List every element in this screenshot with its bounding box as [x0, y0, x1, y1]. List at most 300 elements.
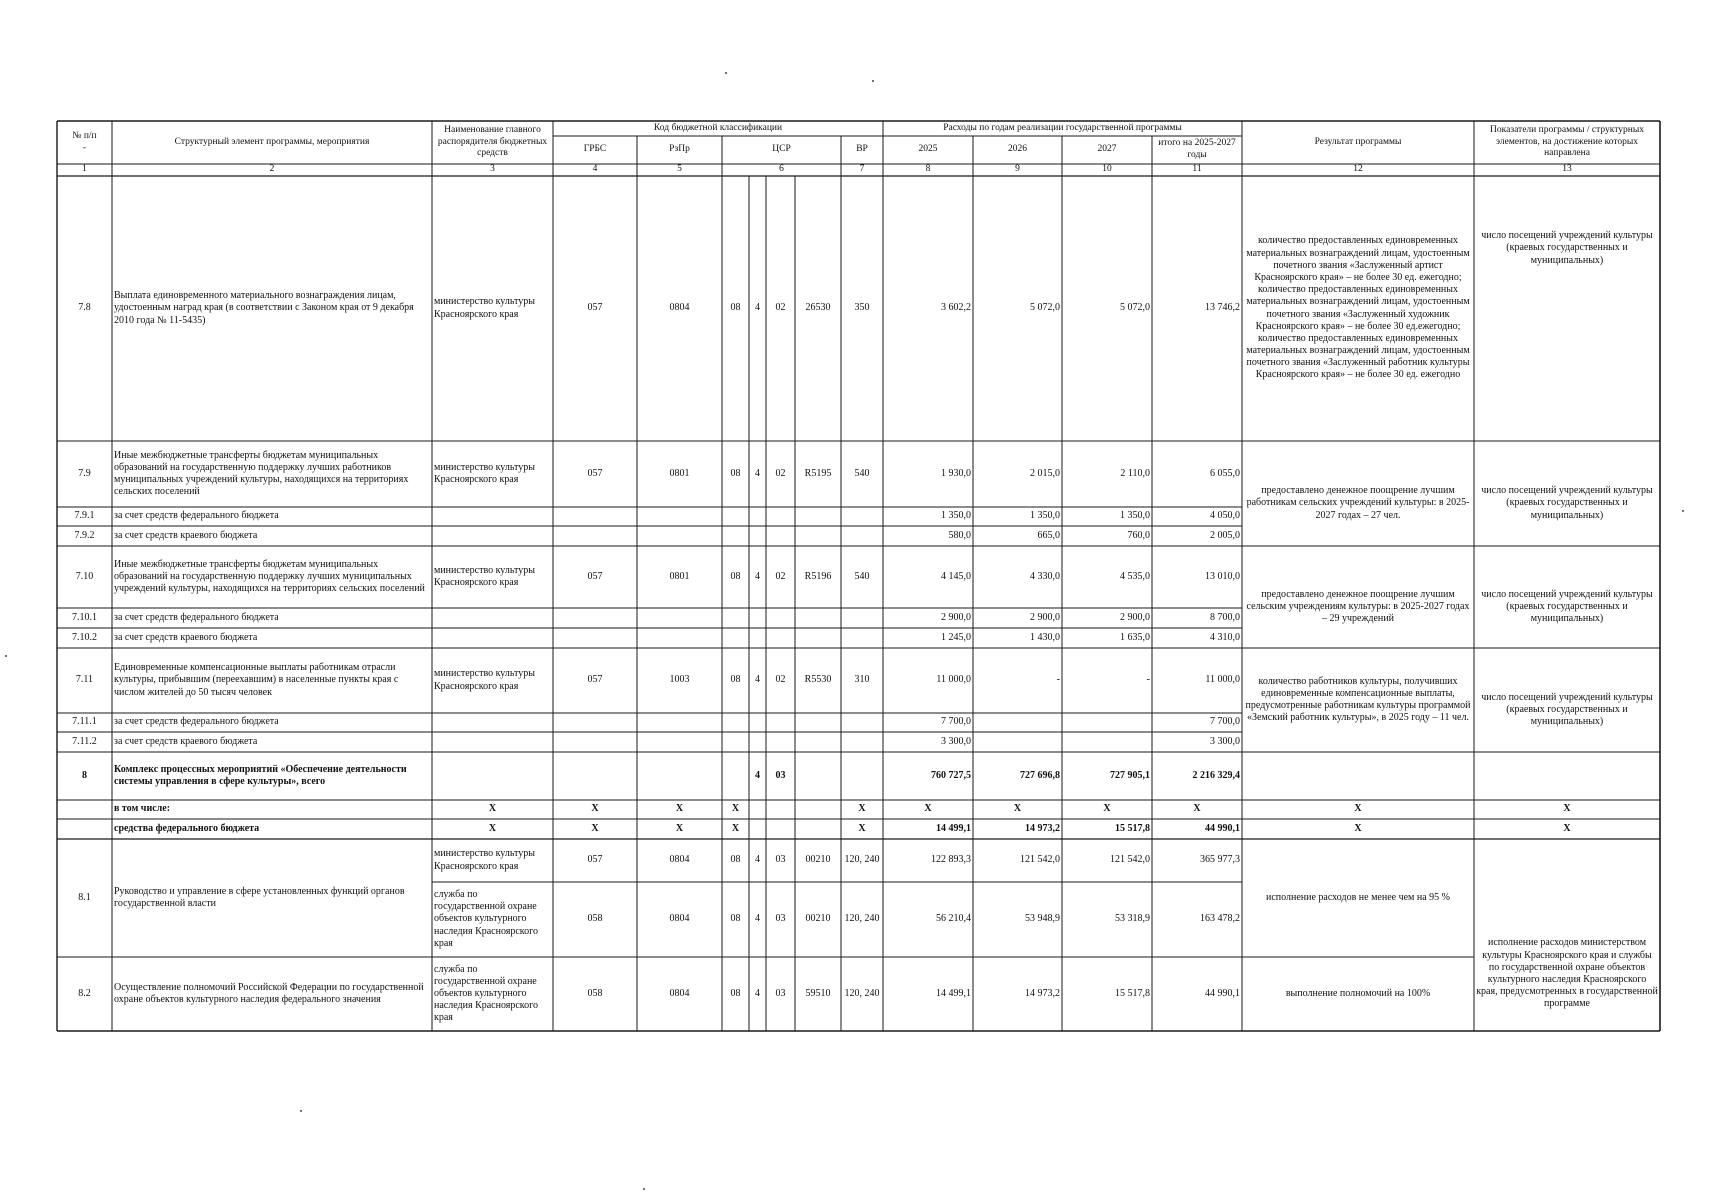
x-mark — [883, 800, 973, 819]
amount-y2026-text: 14 973,2 — [1025, 822, 1060, 834]
code-csr4-text: 26530 — [805, 302, 831, 314]
code-csr2-text: 4 — [755, 987, 760, 999]
x-mark-text: X — [488, 803, 497, 815]
row-number-text: 7.10.1 — [72, 611, 97, 623]
code-rzpr — [637, 441, 722, 507]
column-number — [841, 164, 883, 176]
x-mark-text: X — [1563, 822, 1571, 834]
amount-y2027 — [1062, 628, 1152, 648]
code-rzpr — [637, 839, 722, 882]
amount-total — [1152, 713, 1242, 732]
header-code-group-text: Код бюджетной классификации — [653, 122, 783, 133]
row-ministry — [432, 441, 553, 507]
row-title-text: Иные межбюджетные трансферты бюджетам муниципальных образований на государственную поддержку лучших муниципальных учреждений культуры, находящихся на территориях сельских поселений — [114, 558, 425, 595]
amount-y2027 — [1062, 526, 1152, 546]
amount-y2025-text: 56 210,4 — [936, 913, 971, 925]
amount-y2026-text: 121 542,0 — [1020, 854, 1060, 866]
amount-y2026 — [973, 441, 1062, 507]
row-number — [57, 839, 112, 957]
amount-total-text: 7 700,0 — [1210, 716, 1240, 728]
code-csr2-text: 4 — [755, 302, 760, 314]
result-text — [1242, 176, 1474, 441]
amount-y2025 — [883, 882, 973, 957]
amount-y2027-text: 1 635,0 — [1120, 631, 1150, 643]
row-number-text: 7.9 — [78, 467, 91, 479]
amount-y2026 — [973, 819, 1062, 839]
row-ministry-text: служба по государственной охране объектов культурного наследия Красноярского края — [434, 889, 539, 949]
amount-total-text: 44 990,1 — [1205, 987, 1240, 999]
code-grbs — [553, 839, 637, 882]
amount-total — [1152, 628, 1242, 648]
code-rzpr — [637, 882, 722, 957]
scan-speck — [300, 1110, 302, 1112]
x-mark — [841, 819, 883, 839]
amount-y2027-text: 15 517,8 — [1115, 822, 1150, 834]
amount-total — [1152, 176, 1242, 441]
code-grbs-text: 058 — [587, 987, 603, 999]
code-grbs — [553, 648, 637, 713]
row-number-text: 8 — [82, 769, 87, 781]
code-csr3 — [766, 957, 795, 1031]
code-csr2-text: 4 — [755, 674, 760, 686]
code-csr4-text: R5530 — [804, 674, 832, 686]
column-number-text: 1 — [82, 164, 87, 175]
amount-total — [1152, 732, 1242, 752]
indicator-text — [1474, 566, 1660, 648]
column-number-text: 6 — [779, 164, 784, 175]
x-mark-text: X — [858, 822, 866, 834]
amount-y2025-text: 7 700,0 — [941, 716, 971, 728]
amount-y2027-text: 760,0 — [1127, 529, 1150, 541]
amount-y2025-text: 760 727,5 — [931, 769, 971, 781]
code-csr3-text: 02 — [775, 467, 786, 479]
header-total-text: итого на 2025-2027 годы — [1158, 138, 1236, 160]
amount-total-text: 163 478,2 — [1200, 913, 1240, 925]
amount-y2025-text: 11 000,0 — [936, 674, 971, 686]
code-csr4 — [795, 441, 841, 507]
row-title — [112, 441, 432, 507]
indicator-text — [1474, 461, 1660, 546]
row-title-text: за счет средств краевого бюджета — [114, 735, 258, 747]
row-title-text: средства федерального бюджета — [114, 822, 260, 834]
result-text-text: исполнение расходов не менее чем на 95 % — [1265, 891, 1451, 903]
row-title-text: Иные межбюджетные трансферты бюджетам муниципальных образований на государственную поддержку лучших работников муниципальных учреждений культуры, находящихся на территориях сельских поселений — [114, 449, 409, 498]
amount-y2027 — [1062, 752, 1152, 800]
column-number-text: 8 — [925, 164, 931, 175]
code-rzpr-text: 0804 — [669, 987, 690, 999]
amount-y2027-text: - — [1146, 674, 1150, 686]
code-csr2-text: 4 — [755, 570, 760, 582]
code-csr4-text: 59510 — [805, 987, 831, 999]
code-csr4-text: 00210 — [805, 854, 831, 866]
x-mark — [637, 800, 722, 819]
row-title — [112, 526, 432, 546]
amount-y2025-text: 3 602,2 — [941, 302, 971, 314]
amount-y2026-text: 2 900,0 — [1030, 611, 1060, 623]
x-mark — [432, 800, 553, 819]
row-title — [112, 546, 432, 608]
amount-y2026-text: 5 072,0 — [1030, 302, 1060, 314]
amount-y2025-text: 580,0 — [948, 529, 971, 541]
amount-y2025 — [883, 839, 973, 882]
code-csr2-text: 4 — [755, 913, 760, 925]
row-title-text: Комплекс процессных мероприятий «Обеспечение деятельности системы управления в сфере культуры», всего — [114, 763, 407, 787]
row-number — [57, 176, 112, 441]
header-code-group — [553, 121, 883, 136]
code-csr3 — [766, 839, 795, 882]
amount-y2026 — [973, 526, 1062, 546]
column-number-text: 3 — [490, 164, 495, 175]
code-csr3 — [766, 176, 795, 441]
column-number-text: 4 — [592, 164, 598, 175]
code-csr3-text: 02 — [775, 302, 786, 314]
amount-y2026-text: 53 948,9 — [1025, 913, 1060, 925]
amount-total-text: 44 990,1 — [1205, 822, 1240, 834]
header-element — [112, 121, 432, 164]
x-mark-text: X — [924, 803, 932, 815]
amount-y2026-text: 727 696,8 — [1020, 769, 1060, 781]
scan-speck — [872, 80, 874, 82]
amount-y2027 — [1062, 819, 1152, 839]
header-num-text: № п/п - — [72, 130, 97, 153]
row-title-text: за счет средств федерального бюджета — [114, 716, 279, 728]
column-number — [1062, 164, 1152, 176]
row-number-text: 7.11.1 — [72, 716, 97, 728]
code-grbs-text: 057 — [587, 467, 603, 479]
result-text — [1242, 648, 1474, 752]
row-number — [57, 628, 112, 648]
amount-y2027-text: 4 535,0 — [1120, 570, 1150, 582]
amount-y2025 — [883, 819, 973, 839]
amount-y2026-text: 665,0 — [1037, 529, 1060, 541]
header-csr — [722, 136, 841, 164]
amount-y2027 — [1062, 507, 1152, 526]
scan-speck — [5, 655, 7, 657]
amount-y2025-text: 1 930,0 — [941, 467, 971, 479]
row-title — [112, 176, 432, 441]
amount-total-text: 4 310,0 — [1210, 631, 1240, 643]
x-mark — [841, 800, 883, 819]
code-vr-text: 540 — [854, 570, 870, 582]
code-grbs — [553, 957, 637, 1031]
code-csr1 — [722, 957, 749, 1031]
row-number — [57, 507, 112, 526]
header-2027-text: 2027 — [1097, 144, 1117, 155]
column-number — [1474, 164, 1660, 176]
amount-y2027 — [1062, 648, 1152, 713]
x-mark-text: X — [1193, 803, 1201, 815]
row-title — [112, 628, 432, 648]
code-csr3 — [766, 882, 795, 957]
code-csr4 — [795, 648, 841, 713]
x-mark — [973, 800, 1062, 819]
amount-y2026 — [973, 648, 1062, 713]
code-csr2-text: 4 — [755, 769, 760, 781]
amount-y2027 — [1062, 176, 1152, 441]
code-grbs — [553, 176, 637, 441]
amount-y2027-text: 2 900,0 — [1120, 611, 1150, 623]
amount-total — [1152, 507, 1242, 526]
x-mark-text: X — [731, 822, 740, 834]
code-rzpr-text: 1003 — [669, 674, 690, 686]
header-indicators-text: Показатели программы / структурных элементов, на достижение которых направлена — [1490, 125, 1644, 159]
amount-y2025 — [883, 441, 973, 507]
row-title-text: Выплата единовременного материального вознаграждения лицам, удостоенным наград края (в соответствии с Законом края от 9 декабря 2010 года № 11-5435) — [114, 290, 414, 326]
result-text — [1242, 566, 1474, 648]
amount-y2025-text: 1 350,0 — [941, 510, 971, 522]
header-2027 — [1062, 136, 1152, 164]
amount-y2026-text: 2 015,0 — [1030, 467, 1060, 479]
amount-y2025 — [883, 713, 973, 732]
amount-y2027-text: 5 072,0 — [1120, 302, 1150, 314]
header-indicators — [1474, 121, 1660, 164]
result-text — [1242, 839, 1474, 957]
row-number-text: 7.9.1 — [74, 510, 95, 522]
code-csr3 — [766, 441, 795, 507]
amount-y2026 — [973, 628, 1062, 648]
amount-y2025 — [883, 526, 973, 546]
column-number — [883, 164, 973, 176]
amount-y2025 — [883, 648, 973, 713]
row-title — [112, 839, 432, 957]
column-number-text: 5 — [677, 164, 682, 175]
amount-y2026 — [973, 546, 1062, 608]
amount-total-text: 2 005,0 — [1210, 529, 1240, 541]
amount-y2025-text: 122 893,3 — [931, 854, 971, 866]
header-result-text: Результат программы — [1314, 136, 1402, 147]
code-grbs — [553, 882, 637, 957]
amount-total-text: 2 216 329,4 — [1192, 769, 1240, 781]
header-grbs-text: ГРБС — [583, 144, 607, 155]
amount-y2026-text: 1 350,0 — [1030, 510, 1060, 522]
code-csr3-text: 03 — [775, 854, 786, 866]
header-2026 — [973, 136, 1062, 164]
row-number — [57, 441, 112, 507]
column-number-text: 7 — [859, 164, 865, 175]
header-ministry — [432, 121, 553, 164]
code-vr — [841, 839, 883, 882]
column-number-text: 10 — [1102, 164, 1112, 175]
code-rzpr-text: 0804 — [669, 913, 690, 925]
row-title-text: в том числе: — [114, 803, 171, 815]
code-vr-text: 120, 240 — [844, 987, 880, 999]
result-text-text: предоставлено денежное поощрение лучшим работникам сельских учреждений культуры: в 2025-2027 годах – 27 чел. — [1246, 485, 1470, 521]
row-number-text: 7.10 — [75, 570, 94, 582]
header-num — [57, 121, 112, 164]
result-text — [1242, 957, 1474, 1031]
code-vr — [841, 648, 883, 713]
code-grbs — [553, 441, 637, 507]
column-number-text: 9 — [1015, 164, 1020, 175]
row-number — [57, 713, 112, 732]
x-mark-text: X — [675, 822, 684, 834]
code-csr4 — [795, 882, 841, 957]
x-mark-text: X — [591, 822, 599, 834]
x-mark — [722, 800, 749, 819]
amount-y2026 — [973, 176, 1062, 441]
indicator-text — [1474, 917, 1660, 1031]
result-text-text: количество предоставленных единовременных материальных вознаграждений лицам, удостоенным почетного звания «Заслуженный артист Красноярского края» – не более 30 ед. ежегодно; количество предоставленных единовременных материальных вознаграждений лицам, удостоенным почетного звания «Заслуженный художник Красноярского края» – не более 30 ед.ежегодно; количество предоставленных единовременных материальных вознаграждений лицам, удостоенным почетного звания «Заслуженный работник культуры Красноярского края» – не более 30 ед. ежегодно — [1246, 235, 1470, 381]
amount-y2027 — [1062, 441, 1152, 507]
code-csr3 — [766, 752, 795, 800]
code-csr2 — [749, 839, 766, 882]
amount-y2025 — [883, 628, 973, 648]
x-mark — [1474, 819, 1660, 839]
row-title — [112, 732, 432, 752]
code-csr4-text: R5195 — [804, 467, 832, 479]
code-csr4 — [795, 546, 841, 608]
code-csr3-text: 03 — [775, 913, 786, 925]
x-mark-text: X — [591, 803, 599, 815]
amount-total — [1152, 752, 1242, 800]
row-title — [112, 608, 432, 628]
row-ministry-text: министерство культуры Красноярского края — [434, 564, 535, 588]
code-vr-text: 120, 240 — [844, 854, 880, 866]
amount-y2026-text: 14 973,2 — [1025, 987, 1060, 999]
amount-total — [1152, 526, 1242, 546]
result-text-text: количество работников культуры, получивших единовременные компенсационные выплаты, предусмотренные работникам культуры программой «Земский работник культуры», в 2025 году – 11 чел. — [1245, 675, 1471, 724]
header-element-text: Структурный элемент программы, мероприятия — [174, 136, 370, 147]
code-vr-text: 120, 240 — [844, 913, 880, 925]
code-csr2 — [749, 441, 766, 507]
row-number — [57, 648, 112, 713]
amount-total-text: 365 977,3 — [1200, 854, 1240, 866]
result-text-text: выполнение полномочий на 100% — [1285, 987, 1431, 999]
code-csr1 — [722, 648, 749, 713]
code-rzpr — [637, 546, 722, 608]
amount-y2026-text: 4 330,0 — [1030, 570, 1060, 582]
amount-y2026 — [973, 752, 1062, 800]
header-expenses-group-text: Расходы по годам реализации государственной программы — [943, 122, 1182, 133]
x-mark-text: X — [1354, 822, 1362, 834]
amount-total-text: 13 746,2 — [1205, 302, 1240, 314]
code-csr1-text: 08 — [730, 570, 741, 582]
row-title — [112, 507, 432, 526]
code-csr3-text: 02 — [775, 674, 786, 686]
column-number-text: 12 — [1353, 164, 1363, 175]
amount-y2027 — [1062, 546, 1152, 608]
indicator-text-text: исполнение расходов министерством культуры Красноярского края и службы по государственной охране объектов культурного наследия Красноярского края, предусмотренных в государственной программе — [1476, 937, 1658, 1010]
scan-speck — [725, 72, 727, 74]
scan-speck — [1682, 510, 1684, 512]
code-csr1 — [722, 882, 749, 957]
amount-y2026 — [973, 839, 1062, 882]
indicator-text-text: число посещений учреждений культуры (краевых государственных и муниципальных) — [1481, 691, 1653, 728]
row-number-text: 8.1 — [78, 891, 91, 903]
x-mark — [637, 819, 722, 839]
header-ministry-text: Наименование главного распорядителя бюджетных средств — [437, 125, 548, 159]
code-csr1 — [722, 441, 749, 507]
column-number — [112, 164, 432, 176]
code-vr — [841, 957, 883, 1031]
amount-y2027 — [1062, 839, 1152, 882]
row-title — [112, 713, 432, 732]
code-csr4 — [795, 839, 841, 882]
x-mark — [432, 819, 553, 839]
amount-y2025 — [883, 752, 973, 800]
amount-total-text: 13 010,0 — [1205, 570, 1240, 582]
code-csr2 — [749, 648, 766, 713]
result-text-text: предоставлено денежное поощрение лучшим сельским учреждениям культуры: в 2025-2027 годах – 29 учреждений — [1246, 588, 1470, 625]
code-rzpr — [637, 176, 722, 441]
indicator-text-text: число посещений учреждений культуры (краевых государственных и муниципальных) — [1481, 588, 1653, 625]
scan-speck — [643, 1188, 645, 1190]
amount-y2026 — [973, 608, 1062, 628]
indicator-text — [1474, 668, 1660, 752]
code-csr2-text: 4 — [755, 467, 760, 479]
amount-total — [1152, 441, 1242, 507]
amount-y2026-text: 1 430,0 — [1030, 631, 1060, 643]
row-number — [57, 732, 112, 752]
row-number-text: 7.9.2 — [74, 529, 95, 541]
header-total — [1152, 136, 1242, 164]
column-number — [973, 164, 1062, 176]
row-number — [57, 752, 112, 800]
x-mark — [1242, 819, 1474, 839]
row-ministry — [432, 882, 553, 957]
header-2025 — [883, 136, 973, 164]
amount-y2025-text: 14 499,1 — [936, 987, 971, 999]
code-grbs — [553, 546, 637, 608]
amount-total — [1152, 957, 1242, 1031]
row-title — [112, 800, 432, 819]
amount-y2025 — [883, 608, 973, 628]
row-title-text: за счет средств федерального бюджета — [114, 611, 279, 623]
code-vr-text: 310 — [854, 674, 870, 686]
code-csr3 — [766, 546, 795, 608]
amount-y2025 — [883, 732, 973, 752]
x-mark — [1242, 800, 1474, 819]
x-mark — [553, 800, 637, 819]
row-title-text: Единовременные компенсационные выплаты работникам отрасли культуры, прибывшим (переехавшим) в населенные пункты края с числом жителей до 50 тысяч человек — [114, 662, 399, 698]
amount-y2027-text: 1 350,0 — [1120, 510, 1150, 522]
code-vr-text: 540 — [854, 467, 870, 479]
row-ministry-text: служба по государственной охране объектов культурного наследия Красноярского края — [434, 963, 539, 1024]
header-rzpr — [637, 136, 722, 164]
code-grbs-text: 058 — [587, 913, 603, 925]
header-csr-text: ЦСР — [772, 144, 791, 155]
code-csr2 — [749, 546, 766, 608]
code-csr2 — [749, 752, 766, 800]
row-ministry-text: министерство культуры Красноярского края — [434, 668, 535, 692]
indicator-text-text: число посещений учреждений культуры (краевых государственных и муниципальных) — [1481, 485, 1653, 521]
x-mark-text: X — [675, 803, 684, 815]
row-ministry — [432, 957, 553, 1031]
x-mark-text: X — [1013, 803, 1022, 815]
code-csr1-text: 08 — [730, 674, 741, 686]
amount-total-text: 4 050,0 — [1210, 510, 1240, 522]
row-title-text: за счет средств краевого бюджета — [114, 631, 258, 643]
row-title-text: за счет средств федерального бюджета — [114, 510, 279, 522]
amount-y2026 — [973, 507, 1062, 526]
amount-total-text: 11 000,0 — [1205, 674, 1240, 686]
column-number-text: 11 — [1192, 164, 1202, 175]
header-expenses-group — [883, 121, 1242, 136]
x-mark-text: X — [1563, 803, 1571, 815]
code-grbs-text: 057 — [587, 674, 603, 686]
amount-total — [1152, 882, 1242, 957]
amount-y2025-text: 1 245,0 — [941, 631, 971, 643]
row-title — [112, 752, 432, 800]
code-csr2 — [749, 882, 766, 957]
amount-y2025 — [883, 507, 973, 526]
x-mark-text: X — [488, 822, 497, 834]
code-grbs-text: 057 — [587, 854, 603, 866]
code-csr2 — [749, 957, 766, 1031]
code-rzpr — [637, 957, 722, 1031]
amount-y2026-text: - — [1056, 674, 1060, 686]
amount-y2027-text: 15 517,8 — [1115, 987, 1150, 999]
